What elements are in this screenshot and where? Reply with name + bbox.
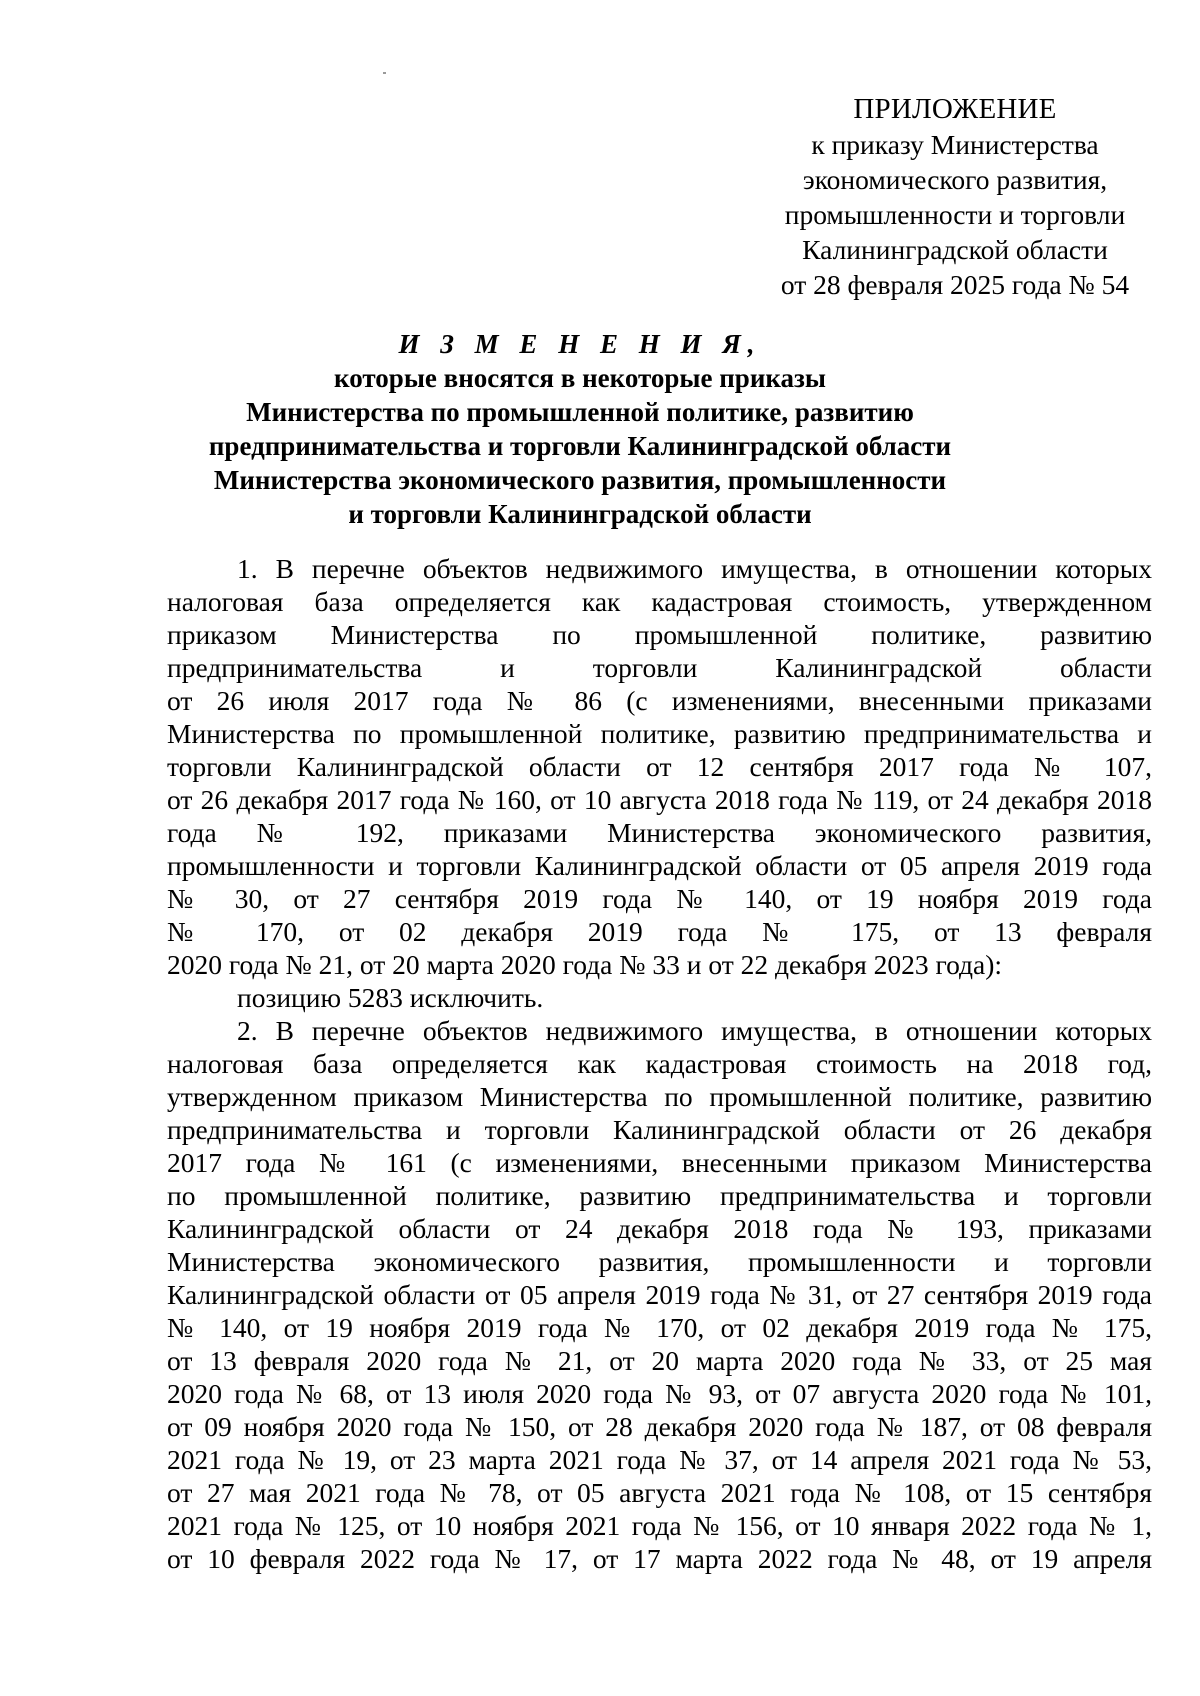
- paragraph-line: 2021 года № 19, от 23 марта 2021 года № 37, от 14 апреля 2021 года № 53,: [167, 1444, 1152, 1475]
- paragraph-line: 2020 года № 68, от 13 июля 2020 года № 93, от 07 августа 2020 года № 101,: [167, 1378, 1152, 1409]
- scan-speck: [383, 72, 386, 74]
- appendix-order-reference: от 28 февраля 2025 года № 54: [780, 269, 1130, 300]
- paragraph-line: от 26 декабря 2017 года № 160, от 10 августа 2018 года № 119, от 24 декабря 2018: [167, 784, 1152, 815]
- paragraph-line: года № 192, приказами Министерства экономического развития,: [167, 817, 1152, 848]
- appendix-header: [770, 92, 1140, 302]
- paragraph-line: 2. В перечне объектов недвижимого имущества, в отношении которых: [237, 1015, 1152, 1046]
- paragraph-line: 2017 года № 161 (с изменениями, внесенными приказом Министерства: [167, 1147, 1152, 1178]
- paragraph-line: Калининградской области от 05 апреля 2019 года № 31, от 27 сентября 2019 года: [167, 1279, 1152, 1310]
- paragraph-line: по промышленной политике, развитию предпринимательства и торговли: [167, 1180, 1152, 1211]
- paragraph-line: Калининградской области от 24 декабря 2018 года № 193, приказами: [167, 1213, 1152, 1244]
- paragraph-line: предпринимательства и торговли Калининградской области: [167, 652, 1152, 683]
- paragraph-line: 2021 года № 125, от 10 ноября 2021 года № 156, от 10 января 2022 года № 1,: [167, 1510, 1152, 1541]
- paragraph-line: № 30, от 27 сентября 2019 года № 140, от 19 ноября 2019 года: [167, 883, 1152, 914]
- paragraph-line: от 13 февраля 2020 года № 21, от 20 марта 2020 года № 33, от 25 мая: [167, 1345, 1152, 1376]
- paragraph-line: утвержденном приказом Министерства по промышленной политике, развитию: [167, 1081, 1152, 1112]
- paragraph-line: предпринимательства и торговли Калининградской области от 26 декабря: [167, 1114, 1152, 1145]
- paragraph-line: № 140, от 19 ноября 2019 года № 170, от 02 декабря 2019 года № 175,: [167, 1312, 1152, 1343]
- paragraph-2: [167, 1014, 1152, 1575]
- heading-subtitle-line: Министерства по промышленной политике, развитию: [246, 397, 914, 427]
- heading-subtitle-line: Министерства экономического развития, промышленности: [213, 465, 947, 495]
- paragraph-line: приказом Министерства по промышленной политике, развитию: [167, 619, 1152, 650]
- paragraph-line: промышленности и торговли Калининградской области от 05 апреля 2019 года: [167, 850, 1152, 881]
- paragraph-1: [167, 552, 1152, 1014]
- paragraph-line: от 27 мая 2021 года № 78, от 05 августа 2021 года № 108, от 15 сентября: [167, 1477, 1152, 1508]
- paragraph-line: 2020 года № 21, от 20 марта 2020 года № 33 и от 22 декабря 2023 года):: [167, 949, 1003, 980]
- heading-title: И З М Е Н Е Н И Я,: [398, 329, 762, 359]
- document-heading: [150, 327, 1010, 531]
- paragraph-line: Министерства экономического развития, промышленности и торговли: [167, 1246, 1152, 1277]
- paragraph-line: № 170, от 02 декабря 2019 года № 175, от 13 февраля: [167, 916, 1152, 947]
- paragraph-line: налоговая база определяется как кадастровая стоимость, утвержденном: [167, 586, 1152, 617]
- appendix-line: промышленности и торговли: [784, 199, 1126, 230]
- appendix-line: к приказу Министерства: [811, 129, 1099, 160]
- paragraph-line: от 26 июля 2017 года № 86 (с изменениями, внесенными приказами: [167, 685, 1152, 716]
- heading-subtitle-line: предпринимательства и торговли Калининградской области: [208, 431, 952, 461]
- heading-subtitle-line: которые вносятся в некоторые приказы: [334, 363, 826, 393]
- paragraph-line: торговли Калининградской области от 12 сентября 2017 года № 107,: [167, 751, 1152, 782]
- appendix-line: экономического развития,: [802, 164, 1108, 195]
- paragraph-line: 1. В перечне объектов недвижимого имущества, в отношении которых: [237, 553, 1152, 584]
- appendix-title: ПРИЛОЖЕНИЕ: [853, 93, 1057, 125]
- paragraph-line: от 10 февраля 2022 года № 17, от 17 марта 2022 года № 48, от 19 апреля: [167, 1543, 1152, 1574]
- paragraph-instruction: позицию 5283 исключить.: [237, 982, 544, 1013]
- paragraph-line: Министерства по промышленной политике, развитию предпринимательства и: [167, 718, 1152, 749]
- document-body: [167, 552, 1152, 1575]
- paragraph-line: налоговая база определяется как кадастровая стоимость на 2018 год,: [167, 1048, 1152, 1079]
- appendix-line: Калининградской области: [802, 234, 1108, 265]
- heading-subtitle-line: и торговли Калининградской области: [348, 499, 812, 529]
- paragraph-line: от 09 ноября 2020 года № 150, от 28 декабря 2020 года № 187, от 08 февраля: [167, 1411, 1152, 1442]
